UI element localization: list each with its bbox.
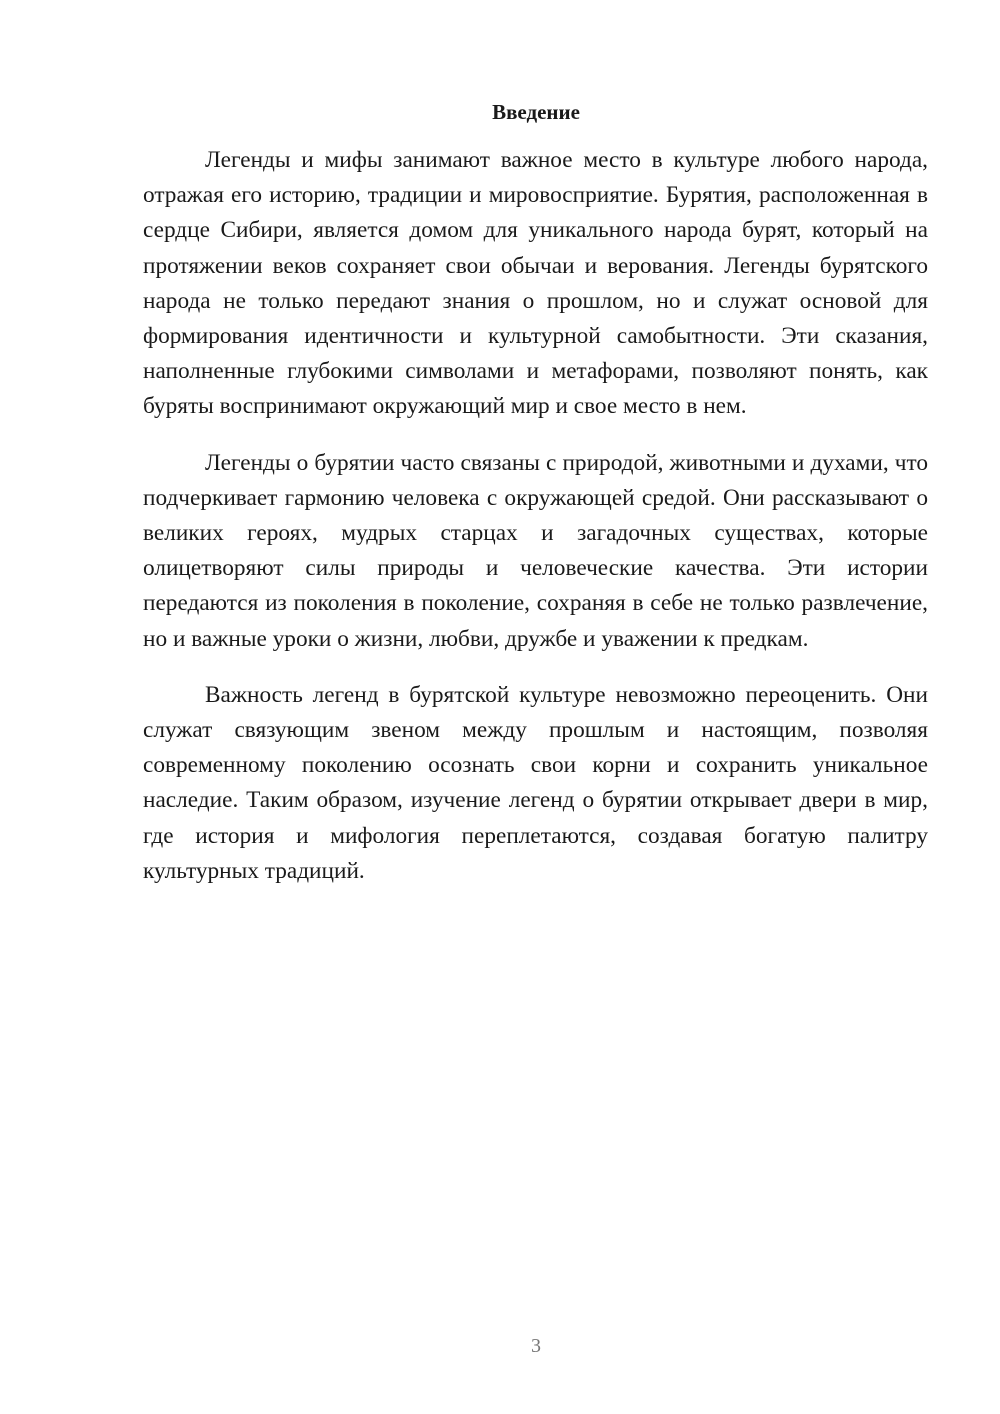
paragraph-1: Легенды и мифы занимают важное место в культуре любого народа, отражая его историю, традиции и мировосприятие. Бурятия, расположенная в сердце Сибири, является домом для уникального народа бурят, который на протяжении веков сохраняет свои обычаи и верования. Легенды бурятского народа не только передают знания о прошлом, но и служат основой для формирования идентичности и культурной самобытности. Эти сказания, наполненные глубокими символами и метафорами, позволяют понять, как буряты воспринимают окружающий мир и свое место в нем. [143,147,928,420]
section-heading: Введение [492,100,580,124]
page-number: 3 [531,1335,541,1357]
body-text [143,143,928,889]
paragraph-3: Важность легенд в бурятской культуре невозможно переоценить. Они служат связующим звеном между прошлым и настоящим, позволяя современному поколению осознать свои корни и сохранить уникальное наследие. Таким образом, изучение легенд о бурятии открывает двери в мир, где история и мифология переплетаются, создавая богатую палитру культурных традиций. [143,681,928,884]
paragraph-2: Легенды о бурятии часто связаны с природой, животными и духами, что подчеркивает гармонию человека с окружающей средой. Они рассказывают о великих героях, мудрых старцах и загадочных существах, которые олицетворяют силы природы и человеческие качества. Эти истории передаются из поколения в поколение, сохраняя в себе не только развлечение, но и важные уроки о жизни, любви, дружбе и уважении к предкам. [143,449,928,652]
